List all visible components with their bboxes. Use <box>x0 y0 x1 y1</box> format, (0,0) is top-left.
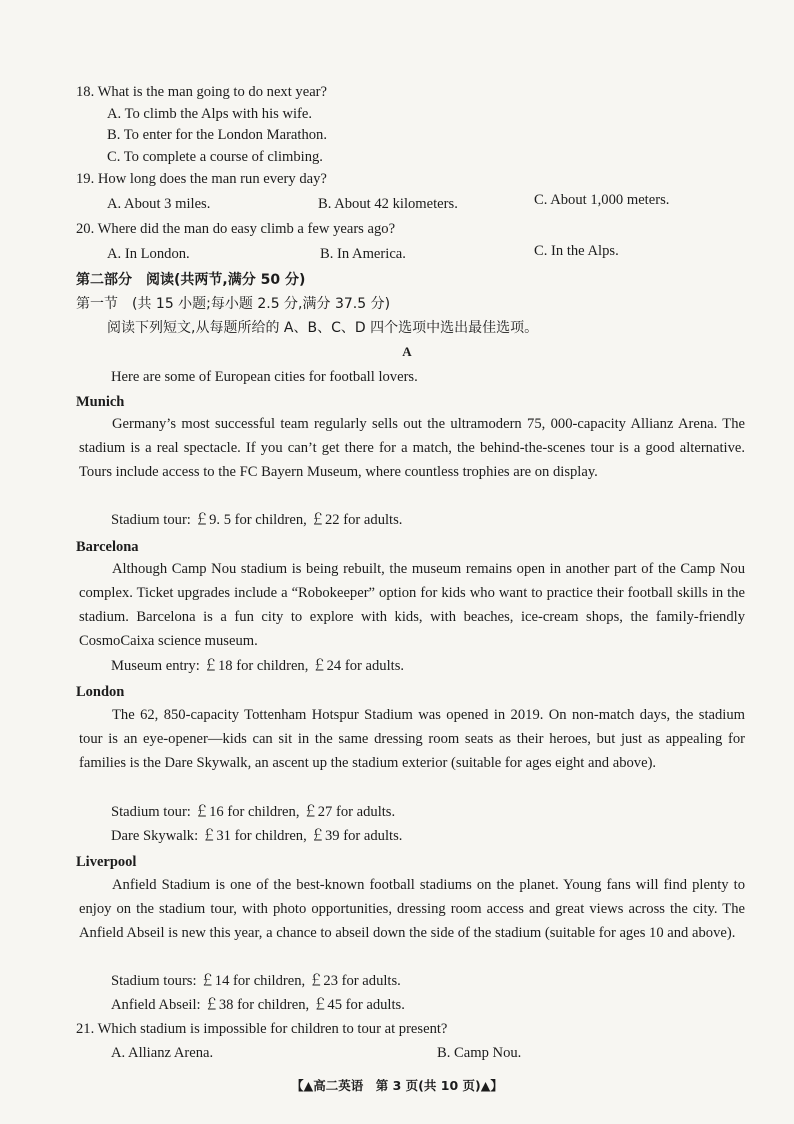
city-heading-barcelona: Barcelona <box>76 539 139 555</box>
reading-instruction: 阅读下列短文,从每题所给的 A、B、C、D 四个选项中选出最佳选项。 <box>107 320 539 336</box>
city-heading-liverpool: Liverpool <box>76 854 137 870</box>
price-munich-stadium-tour: Stadium tour: ￡9. 5 for children, ￡22 for adults. <box>111 512 403 528</box>
part-two-heading: 第二部分 阅读(共两节,满分 50 分) <box>76 272 306 288</box>
price-barcelona-museum: Museum entry: ￡18 for children, ￡24 for adults. <box>111 658 405 674</box>
paragraph-barcelona: Although Camp Nou stadium is being rebuilt, the museum remains open in another part of the Camp Nou complex. Ticket upgrades include a “Robokeeper” option for kids who want to practice their football skills in the stadium. Barcelona is a fun city to explore with kids, with beaches, ice-cream shops, the family-friendly CosmoCaixa science museum. <box>79 561 745 649</box>
question-19-stem: 19. How long does the man run every day? <box>76 171 327 187</box>
passage-intro: Here are some of European cities for football lovers. <box>111 369 418 385</box>
question-21-option-a: A. Allianz Arena. <box>111 1045 214 1061</box>
question-19-option-a: A. About 3 miles. <box>107 196 211 212</box>
price-liverpool-anfield-abseil: Anfield Abseil: ￡38 for children, ￡45 for adults. <box>111 997 405 1013</box>
paragraph-london: The 62, 850-capacity Tottenham Hotspur Stadium was opened in 2019. On non-match days, the stadium tour is an eye-opener—kids can sit in the same dressing room seats as their heroes, but just as appealing for families is the Dare Skywalk, an ascent up the stadium exterior (suitable for ages eight and above). <box>79 707 745 771</box>
question-19-option-b: B. About 42 kilometers. <box>318 196 458 212</box>
section-one-heading: 第一节 (共 15 小题;每小题 2.5 分,满分 37.5 分) <box>76 296 391 312</box>
page-footer: 【▲高二英语 第 3 页(共 10 页)▲】 <box>291 1078 503 1093</box>
question-18-option-a: A. To climb the Alps with his wife. <box>107 106 313 122</box>
price-london-stadium-tour: Stadium tour: ￡16 for children, ￡27 for adults. <box>111 804 396 820</box>
question-18-option-c: C. To complete a course of climbing. <box>107 149 323 165</box>
question-20-option-c: C. In the Alps. <box>534 243 619 259</box>
question-19-option-c: C. About 1,000 meters. <box>534 192 670 208</box>
city-heading-london: London <box>76 684 125 700</box>
question-18-stem: 18. What is the man going to do next year? <box>76 84 328 100</box>
question-20-option-a: A. In London. <box>107 246 190 262</box>
price-london-dare-skywalk: Dare Skywalk: ￡31 for children, ￡39 for adults. <box>111 828 403 844</box>
paragraph-liverpool: Anfield Stadium is one of the best-known football stadiums on the planet. Young fans will find plenty to enjoy on the stadium tour, with photo opportunities, dressing room access and great views across the city. The Anfield Abseil is new this year, a chance to abseil down the side of the stadium (suitable for ages 10 and above). <box>79 877 745 941</box>
city-heading-munich: Munich <box>76 394 125 410</box>
question-18-option-b: B. To enter for the London Marathon. <box>107 127 327 143</box>
paragraph-munich: Germany’s most successful team regularly sells out the ultramodern 75, 000-capacity Allianz Arena. The stadium is a real spectacle. If you can’t get there for a match, the behind-the-scenes tour is a good alternative. Tours include access to the FC Bayern Museum, where countless trophies are on display. <box>79 416 745 480</box>
question-21-option-b: B. Camp Nou. <box>437 1045 522 1061</box>
price-liverpool-stadium-tours: Stadium tours: ￡14 for children, ￡23 for adults. <box>111 973 401 989</box>
question-20-option-b: B. In America. <box>320 246 406 262</box>
question-21-stem: 21. Which stadium is impossible for children to tour at present? <box>76 1021 448 1037</box>
question-20-stem: 20. Where did the man do easy climb a few years ago? <box>76 221 396 237</box>
passage-label: A <box>402 344 412 359</box>
